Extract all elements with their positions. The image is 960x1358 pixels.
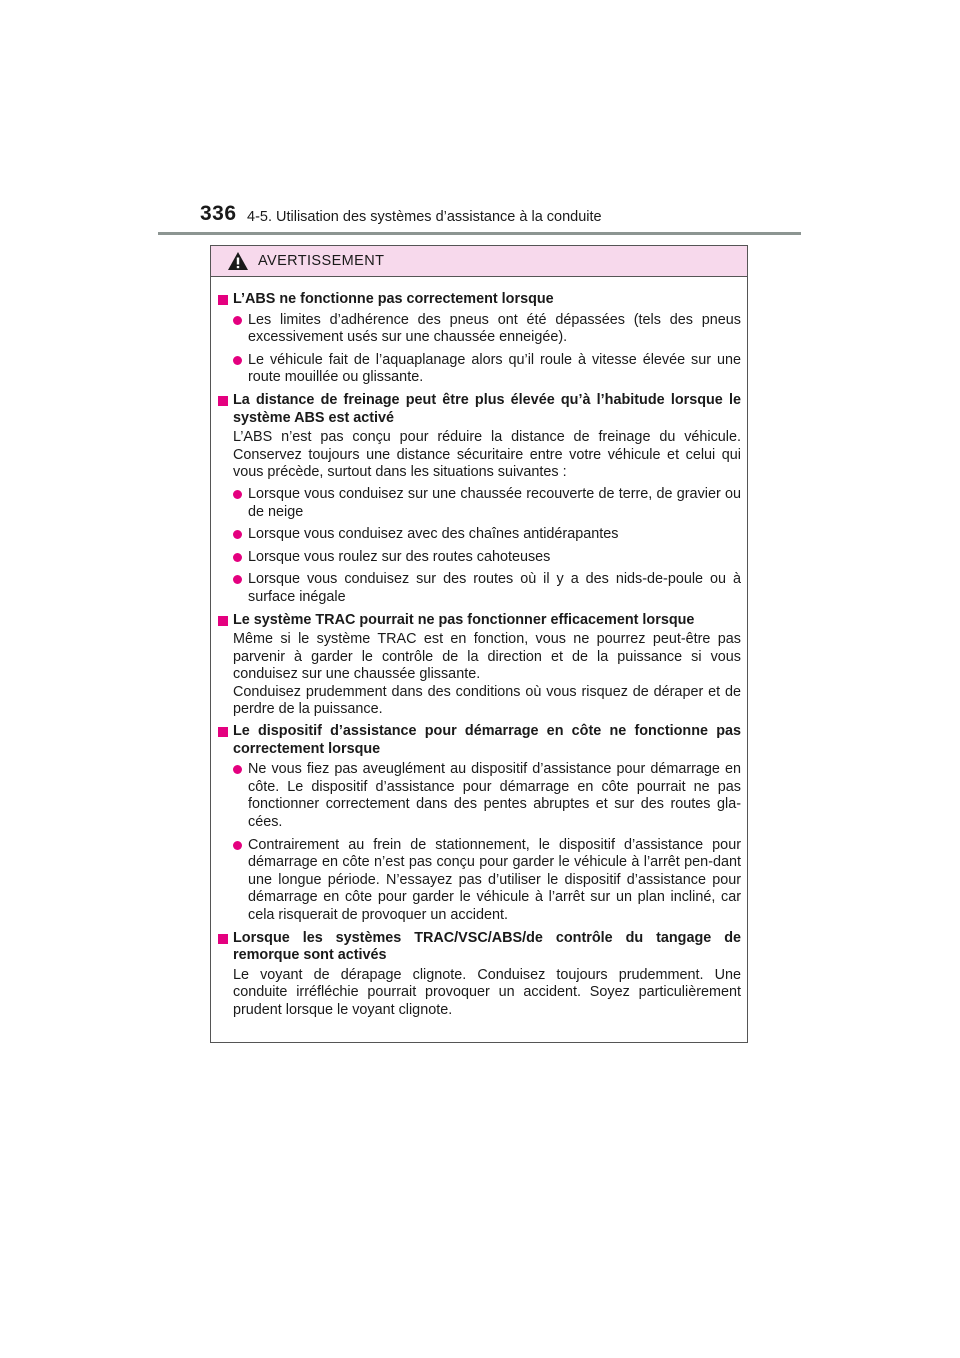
warning-box [210,245,748,1043]
section-heading: Le système TRAC pourrait ne pas fonctionner efficacement lorsque [233,611,695,628]
section-heading: Lorsque les systèmes TRAC/VSC/ABS/de contrôle du tangage de remorque sont activés [233,929,741,964]
page-header [200,202,800,232]
list-item: Contrairement au frein de stationnement, le dispositif d’assistance pour démarrage en côte n’est pas conçu pour garder le véhicule à l’arrêt pen-dant une longue période. N’essayez pas d’utiliser le dispositif d’assistance pour démarrage en côte pour garder le véhicule à l’arrêt sur un plan incliné, car cela risquerait de provoquer un accident. [233,837,741,925]
square-bullet-icon [218,396,228,406]
circle-bullet-icon [233,356,242,365]
list-item: Ne vous fiez pas aveuglément au dispositif d’assistance pour démarrage en côte. Le dispositif d’assistance pour démarrage en côte pourrait ne pas fonctionner correctement dans des pentes abruptes et sur des routes gla-cées. [233,761,741,831]
header-rule [158,232,801,235]
list-item: Le véhicule fait de l’aquaplanage alors qu’il roule à vitesse élevée sur une route mouillée ou glissante. [233,352,741,387]
paragraph: Conduisez prudemment dans des conditions où vous risquez de déraper et de perdre de la puissance. [233,683,741,718]
circle-bullet-icon [233,841,242,850]
page-number: 336 [200,202,237,225]
list-item: Les limites d’adhérence des pneus ont été dépassées (tels des pneus excessivement usés sur une chaussée enneigée). [233,312,741,347]
section-braking-distance [218,392,741,607]
circle-bullet-icon [233,316,242,325]
list-item: Lorsque vous conduisez avec des chaînes antidérapantes [233,526,741,544]
section-heading: La distance de freinage peut être plus élevée qu’à l’habitude lorsque le système ABS est activé [233,391,741,426]
list-item: Lorsque vous roulez sur des routes cahoteuses [233,549,741,567]
list-item: Lorsque vous conduisez sur des routes où il y a des nids-de-poule ou à surface inégale [233,571,741,606]
circle-bullet-icon [233,490,242,499]
paragraph: Le voyant de dérapage clignote. Conduisez toujours prudemment. Une conduite irréfléchie pourrait provoquer un accident. Soyez particulièrement prudent lorsque le voyant clignote. [233,966,741,1018]
section-systems-activated [218,930,741,1020]
warning-triangle-icon [227,251,249,271]
section-heading: Le dispositif d’assistance pour démarrage en côte ne fonctionne pas correctement lorsque [233,723,741,757]
square-bullet-icon [218,934,228,944]
circle-bullet-icon [233,553,242,562]
circle-bullet-icon [233,575,242,584]
warning-body [211,277,747,1020]
section-heading: L’ABS ne fonctionne pas correctement lorsque [233,291,554,307]
section-abs-malfunction [218,291,741,387]
circle-bullet-icon [233,530,242,539]
square-bullet-icon [218,727,228,737]
section-hill-start-assist [218,723,741,925]
section-title: 4-5. Utilisation des systèmes d’assistance à la conduite [247,209,602,225]
section-trac [218,612,741,720]
paragraph: L’ABS n’est pas conçu pour réduire la distance de freinage du véhicule. Conservez toujours une distance sécuritaire entre votre véhicule et celui qui vous précède, surtout dans les situations suivantes : [233,429,741,481]
warning-header [211,246,747,277]
list-item: Lorsque vous conduisez sur une chaussée recouverte de terre, de gravier ou de neige [233,486,741,521]
square-bullet-icon [218,616,228,626]
paragraph: Même si le système TRAC est en fonction, vous ne pourrez peut-être pas parvenir à garder le contrôle de la direction et de la puissance si vous conduisez sur une chaussée glissante. [233,631,741,683]
square-bullet-icon [218,295,228,305]
warning-title: AVERTISSEMENT [258,253,385,269]
circle-bullet-icon [233,765,242,774]
